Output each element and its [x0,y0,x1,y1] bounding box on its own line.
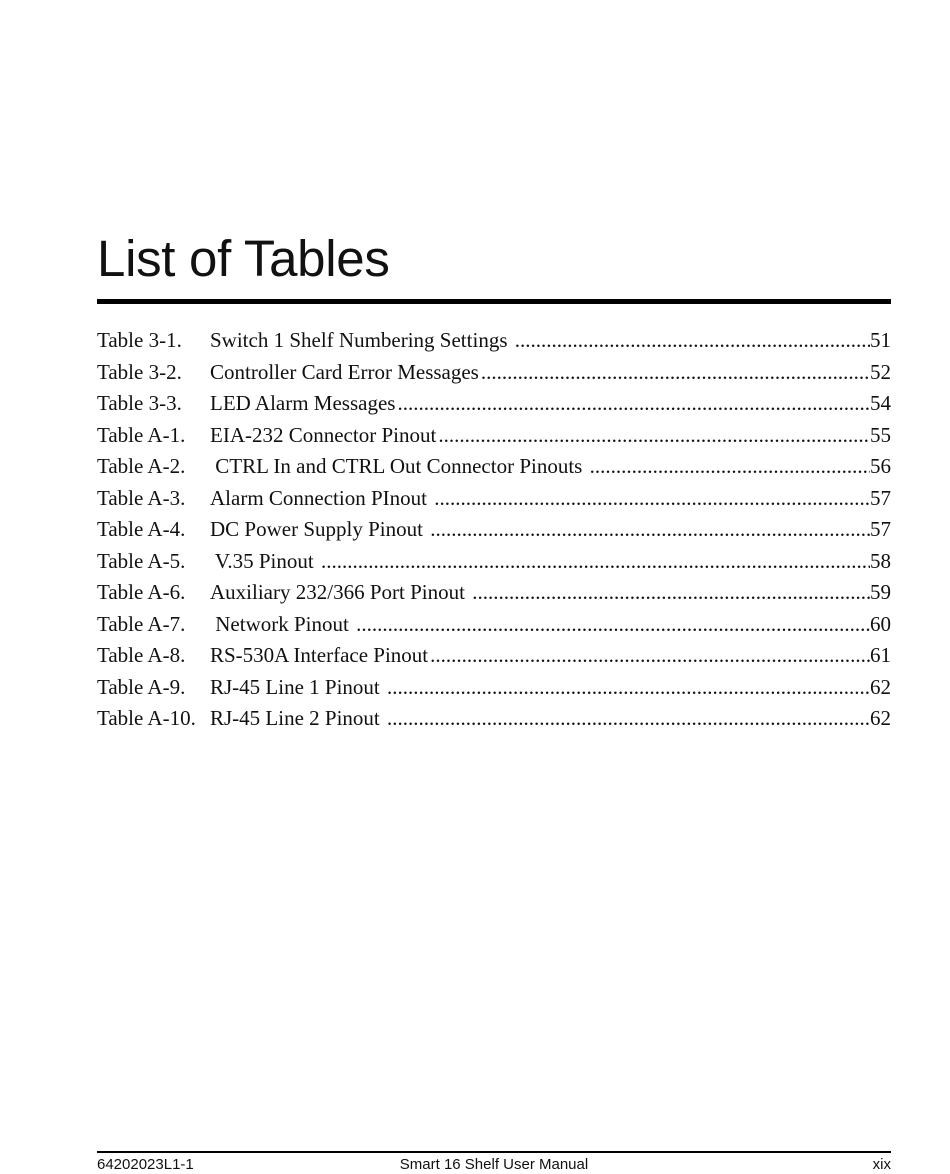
page-number: 52 [870,359,891,384]
toc-entry[interactable] [97,483,891,515]
table-name: Auxiliary 232/366 Port Pinout [210,580,471,604]
toc-entry[interactable] [97,420,891,452]
page-number: 61 [870,643,891,667]
dot-leader [436,420,870,452]
dot-leader [513,325,870,357]
page-number: 55 [870,422,891,447]
table-number: Table A-10. [97,706,196,730]
table-name: V.35 Pinout [210,548,319,573]
footer-divider [97,1151,891,1153]
title-divider [97,299,891,304]
page-number: 54 [870,391,891,415]
page-number: 59 [870,580,891,604]
dot-leader [428,640,870,672]
page-number: 51 [870,328,891,352]
table-number: Table 3-1. [97,328,182,352]
table-number: Table A-2. [97,454,186,478]
page-number: 60 [870,611,891,636]
page-number: 62 [870,706,891,730]
toc-entry[interactable] [97,325,891,357]
page-number: 57 [870,485,891,510]
page-number: 57 [870,517,891,541]
toc-entry[interactable] [97,577,891,609]
table-number: Table A-7. [97,611,186,636]
dot-leader [354,609,870,641]
toc-entry[interactable] [97,703,891,735]
table-number: Table 3-2. [97,359,182,384]
table-number: Table 3-3. [97,391,182,415]
toc-entry[interactable] [97,609,891,641]
dot-leader [479,357,870,389]
table-number: Table A-9. [97,674,186,699]
toc-entry[interactable] [97,514,891,546]
table-name: LED Alarm Messages [210,391,396,415]
footer-page-number: xix [872,1156,891,1173]
page-footer [97,1156,891,1174]
table-number: Table A-5. [97,548,186,573]
toc-entry[interactable] [97,640,891,672]
dot-leader [385,703,870,735]
document-number: 64202023L1-1 [97,1156,194,1173]
dot-leader [470,577,870,609]
table-number: Table A-3. [97,485,186,510]
dot-leader [319,546,870,578]
table-name: CTRL In and CTRL Out Connector Pinouts [210,454,588,478]
dot-leader [428,514,870,546]
dot-leader [395,388,870,420]
page-number: 62 [870,674,891,699]
toc-entry[interactable] [97,672,891,704]
table-name: RJ-45 Line 1 Pinout [210,674,386,699]
table-name: Network Pinout [210,611,355,636]
table-name: Switch 1 Shelf Numbering Settings [210,328,513,352]
table-name: EIA-232 Connector Pinout [210,422,437,447]
table-number: Table A-1. [97,422,186,447]
dot-leader [588,451,870,483]
table-number: Table A-6. [97,580,186,604]
table-number: Table A-4. [97,517,186,541]
table-name: RS-530A Interface Pinout [210,643,429,667]
table-name: Alarm Connection PInout [210,485,433,510]
toc-entry[interactable] [97,451,891,483]
table-name: RJ-45 Line 2 Pinout [210,706,386,730]
page-number: 56 [870,454,891,478]
toc-entry[interactable] [97,546,891,578]
list-of-tables [97,325,891,735]
table-name: DC Power Supply Pinout [210,517,429,541]
toc-entry[interactable] [97,357,891,389]
page-number: 58 [870,548,891,573]
dot-leader [385,672,870,704]
manual-title: Smart 16 Shelf User Manual [399,1156,589,1173]
table-number: Table A-8. [97,643,186,667]
page-title: List of Tables [97,230,390,287]
table-name: Controller Card Error Messages [210,359,479,384]
dot-leader [432,483,870,515]
toc-entry[interactable] [97,388,891,420]
